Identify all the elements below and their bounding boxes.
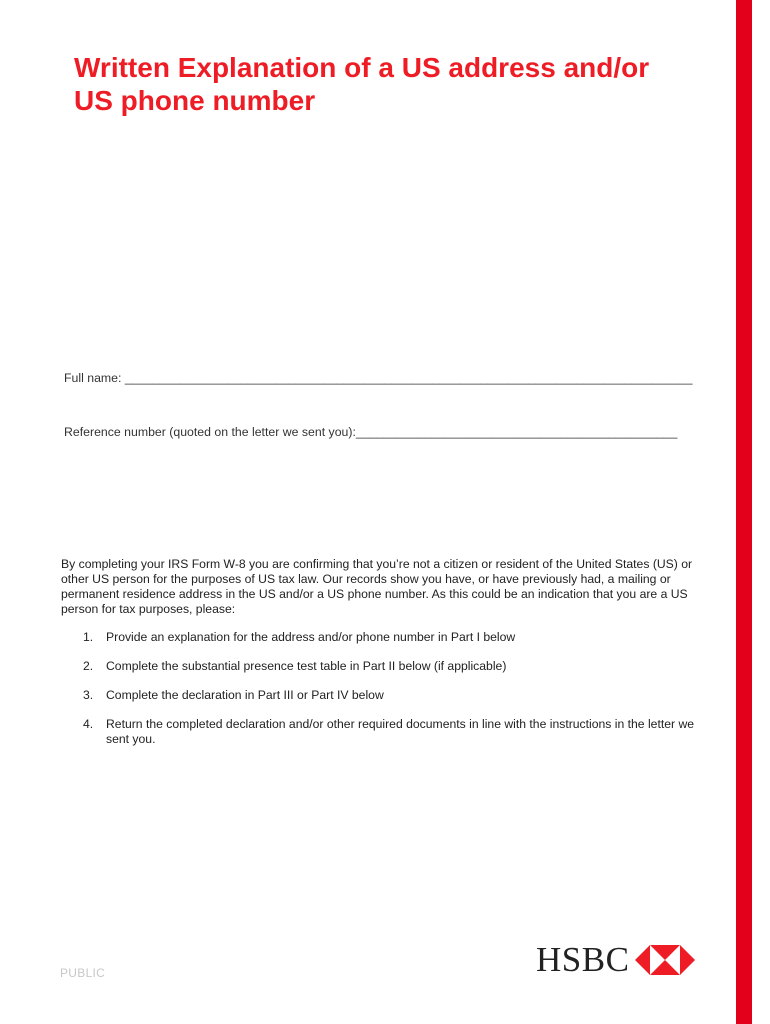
list-item-number: 3.	[83, 688, 94, 702]
list-item-text: Complete the declaration in Part III or Part IV below	[106, 688, 384, 702]
hsbc-logo	[536, 940, 695, 980]
full-name-field: Full name: ___________________________________________________________________________________	[64, 371, 693, 385]
list-item-number: 4.	[83, 717, 94, 731]
list-item	[61, 659, 701, 674]
reference-number-field: Reference number (quoted on the letter we sent you):_______________________________________________	[64, 425, 678, 439]
logo-wordmark: HSBC	[536, 940, 630, 979]
list-item-text: Complete the substantial presence test table in Part II below (if applicable)	[106, 659, 507, 673]
list-item	[61, 717, 701, 747]
list-item-text: Provide an explanation for the address and/or phone number in Part I below	[106, 630, 516, 644]
list-item-number: 2.	[83, 659, 94, 673]
list-item	[61, 630, 701, 645]
list-item	[61, 688, 701, 703]
instruction-list	[61, 630, 701, 761]
side-accent-bar	[736, 0, 752, 1024]
classification-label: PUBLIC	[60, 966, 106, 980]
document-title: Written Explanation of a US address and/or US phone number	[74, 52, 650, 116]
intro-paragraph: By completing your IRS Form W-8 you are confirming that you’re not a citizen or resident of the United States (US) or other US person for the purposes of US tax law. Our records show you have, or have previously had, a mailing or permanent residence address in the US and/or a US phone number. As this could be an indication that you are a US person for tax purposes, please:	[61, 557, 693, 616]
list-item-number: 1.	[83, 630, 94, 644]
hsbc-hexagon-icon	[635, 945, 695, 975]
list-item-text: Return the completed declaration and/or other required documents in line with the instructions in the letter we sent you.	[106, 717, 695, 746]
